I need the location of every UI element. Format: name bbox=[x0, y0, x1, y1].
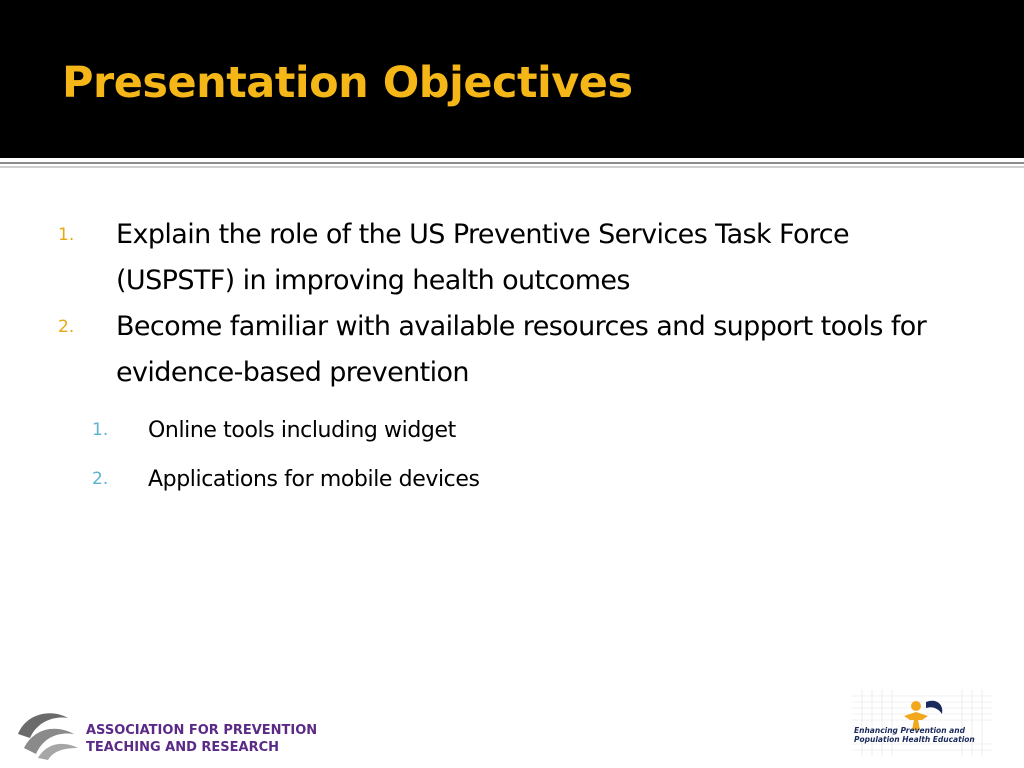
aptr-line-1: ASSOCIATION FOR PREVENTION bbox=[86, 723, 318, 738]
aptr-name bbox=[86, 722, 317, 756]
aptr-wave-icon bbox=[16, 704, 80, 760]
sub-objective-number: 2. bbox=[92, 469, 109, 489]
aptr-logo bbox=[16, 704, 356, 760]
epphe-name bbox=[854, 726, 975, 744]
epphe-logo bbox=[852, 690, 992, 756]
slide-title: Presentation Objectives bbox=[62, 58, 633, 108]
sub-objective-item bbox=[0, 406, 1024, 455]
sub-objective-item bbox=[0, 455, 1024, 504]
sub-objective-text: Applications for mobile devices bbox=[148, 467, 480, 492]
objective-item bbox=[0, 212, 1024, 304]
objective-number: 2. bbox=[58, 317, 75, 337]
objective-number: 1. bbox=[58, 225, 75, 245]
epphe-figure-icon bbox=[852, 690, 992, 756]
title-divider bbox=[0, 162, 1024, 164]
title-divider-shadow bbox=[0, 166, 1024, 168]
sub-objectives-list bbox=[0, 406, 1024, 504]
sub-objective-number: 1. bbox=[92, 420, 109, 440]
objectives-list bbox=[0, 212, 1024, 396]
sub-objective-text: Online tools including widget bbox=[148, 418, 456, 443]
objective-text: Become familiar with available resources and support tools for evidence-based prevention bbox=[116, 311, 927, 388]
objective-text: Explain the role of the US Preventive Services Task Force (USPSTF) in improving health outcomes bbox=[116, 219, 850, 296]
epphe-line-2: Population Health Education bbox=[854, 735, 975, 744]
title-bar bbox=[0, 0, 1024, 158]
aptr-line-2: TEACHING AND RESEARCH bbox=[86, 740, 280, 755]
epphe-line-1: Enhancing Prevention and bbox=[854, 726, 965, 735]
objective-item bbox=[0, 304, 1024, 396]
